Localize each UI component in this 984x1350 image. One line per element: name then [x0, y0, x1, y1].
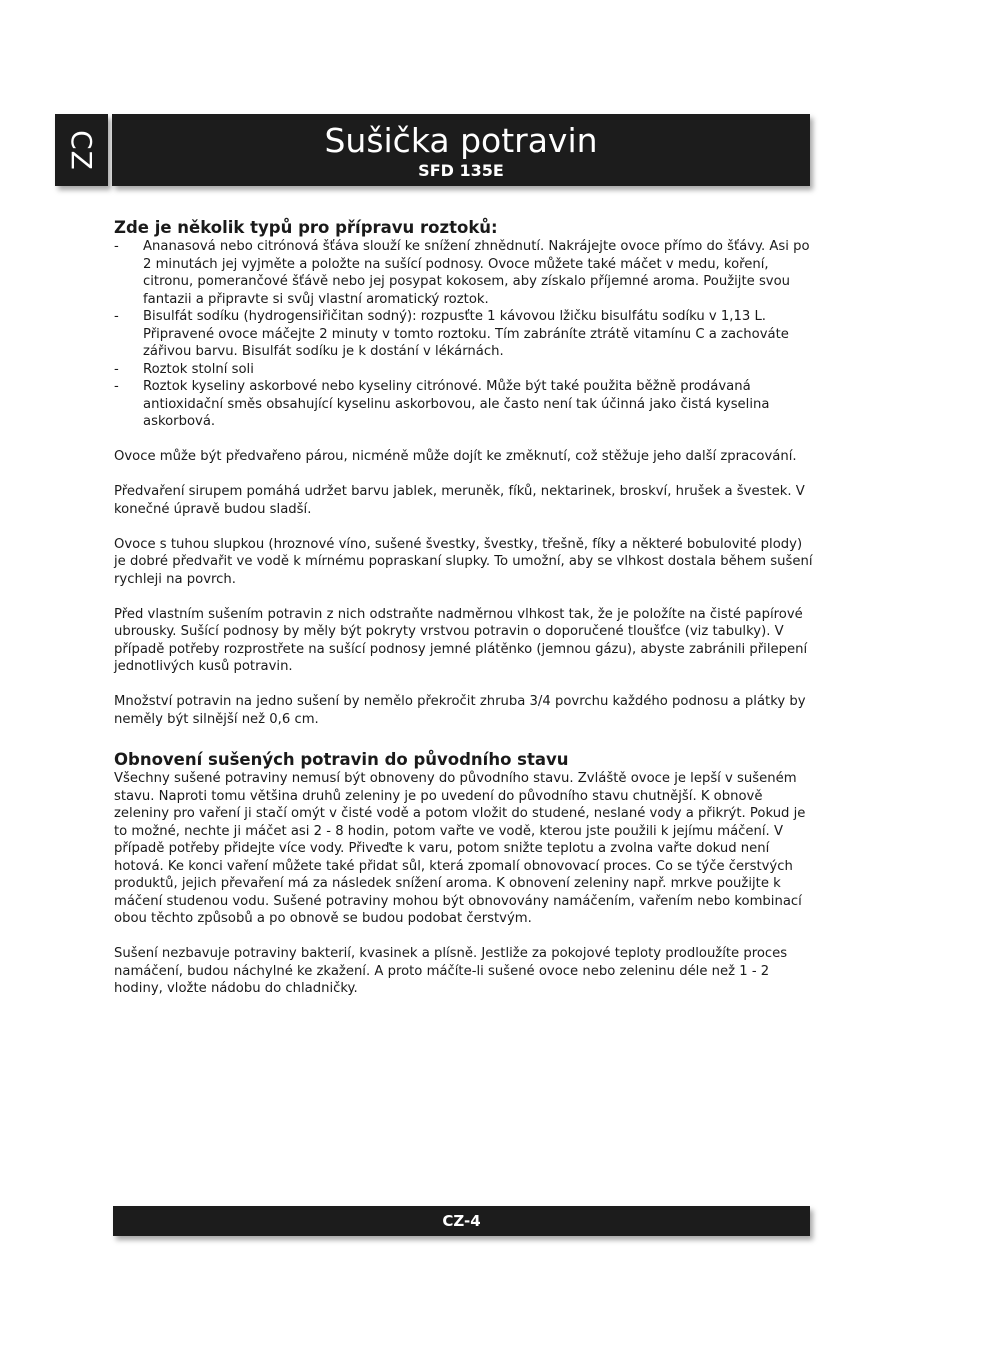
list-item: - Roztok kyseliny askorbové nebo kyseliny citrónové. Může být také použita běžně prodávaná antioxidační směs obsahující kyselinu askorbovou, ale často není tak účinná jako čistá kyselina askorbová. — [114, 378, 814, 431]
footer-bar — [113, 1206, 810, 1236]
header-bar — [112, 114, 810, 186]
paragraph: Sušení nezbavuje potraviny bakterií, kvasinek a plísně. Jestliže za pokojové teploty prodloužíte proces namáčení, budou náchylné ke zkažení. A proto máčíte-li sušené ovoce nebo zeleninu déle než 1 - 2 hodiny, vložte nádobu do chladničky. — [114, 946, 788, 996]
list-item: - Bisulfát sodíku (hydrogensiřičitan sodný): rozpusťte 1 kávovou lžičku bisulfátu sodíku v 1,13 L. Připravené ovoce máčejte 2 minuty v tomto roztoku. Tím zabráníte ztrátě vitamínu C a zachováte zářivou barvu. Bisulfát sodíku je k dostání v lékárnách. — [114, 308, 814, 361]
paragraph: Před vlastním sušením potravin z nich odstraňte nadměrnou vlhkost tak, že je položíte na čisté papírové ubrousky. Sušící podnosy by měly být pokryty vrstvou potravin o doporučené tloušťce (viz tabulky). V případě potřeby rozprostřete na sušící podnosy jemné plátěnko (jemnou gázu), abyste zabránili přilepení jednotlivých kusů potravin. — [114, 606, 808, 674]
paragraph: Množství potravin na jedno sušení by nemělo překročit zhruba 3/4 povrchu každého podnosu a plátky by neměly být silnější než 0,6 cm. — [114, 694, 806, 727]
page-number: CZ-4 — [442, 1212, 481, 1230]
language-code: CZ — [64, 129, 98, 171]
paragraph: Předvaření sirupem pomáhá udržet barvu jablek, meruněk, fíků, nektarinek, broskví, hrušek a švestek. V konečné úpravě budou sladší. — [114, 484, 805, 517]
section-heading-solutions: Zde je několik typů pro přípravu roztoků: — [114, 218, 498, 237]
paragraph: Ovoce může být předvařeno párou, nicméně může dojít ke změknutí, což stěžuje jeho další zpracování. — [114, 449, 797, 464]
section-heading-rehydration: Obnovení sušených potravin do původního stavu — [114, 750, 569, 769]
main-content — [114, 218, 814, 998]
model-number: SFD 135E — [418, 161, 504, 180]
language-tab — [55, 114, 108, 186]
solution-list — [114, 238, 814, 431]
page-title: Sušička potravin — [324, 121, 598, 160]
list-item: - Ananasová nebo citrónová šťáva slouží ke snížení zhnědnutí. Nakrájejte ovoce přímo do šťávy. Asi po 2 minutách jej vyjměte a položte na sušící podnosy. Ovoce můžete také máčet v medu, koření, citronu, pomerančové šťávě nebo jej posypat kokosem, aby získalo příjemné aroma. Použijte svou fantazii a připravte si svůj vlastní aromatický roztok. — [114, 238, 814, 308]
paragraph: Ovoce s tuhou slupkou (hroznové víno, sušené švestky, švestky, třešně, fíky a některé bobulovité plody) je dobré předvařit ve vodě k mírnému popraskaní slupky. To umožní, aby se vlhkost dostala během sušení rychleji na povrch. — [114, 536, 813, 587]
list-item: - Roztok stolní soli — [114, 361, 814, 379]
paragraph: Všechny sušené potraviny nemusí být obnoveny do původního stavu. Zvláště ovoce je lepší v sušeném stavu. Naproti tomu většina druhů zeleniny je po uvedení do původního stavu chutnější. K obnově zeleniny pro vaření ji stačí omýt v čisté vodě a potom vložit do studené, neslané vody a přikrýt. Pokud je to možné, nechte ji máčet asi 2 - 8 hodin, potom vařte ve vodě, kterou jste použili k jejímu máčení. V případě potřeby přidejte více vody. Přiveďte k varu, potom snižte teplotu a zvolna vařte dokud není hotová. Ke konci vaření můžete také přidat sůl, která zpomalí obnovovací proces. Co se týče čerstvých produktů, jejich převaření má za následek snížení aroma. K obnovení zeleniny např. mrkve použijte k máčení studenou vodu. Sušené potraviny mohou být obnovovány namáčením, vařením nebo kombinací obou těchto způsobů a po obnově se budou podobat čerstvým. — [114, 771, 806, 926]
